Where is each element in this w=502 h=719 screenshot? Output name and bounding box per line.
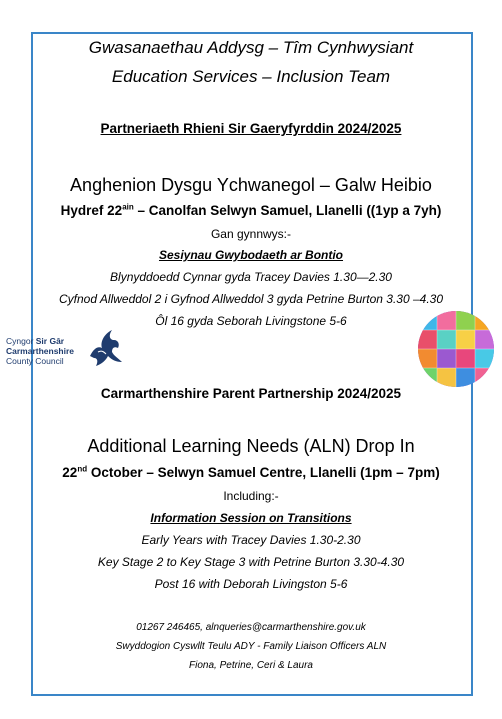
contact-details: 01267 246465, alnqueries@carmarthenshire.gov.uk: [136, 622, 366, 633]
english-session-item: Post 16 with Deborah Livingston 5-6: [154, 577, 348, 591]
english-session-item: Early Years with Tracey Davies 1.30-2.30: [141, 533, 361, 547]
welsh-session-heading: Sesiynau Gwybodaeth ar Bontio: [158, 248, 344, 262]
welsh-partnership-heading: Partneriaeth Rhieni Sir Gaeryfyrddin 2024/2025: [100, 121, 402, 136]
header-english: Education Services – Inclusion Team: [111, 67, 391, 86]
logo-line-carmarthenshire: Carmarthenshire: [6, 346, 75, 356]
english-session-heading: Information Session on Transitions: [150, 511, 352, 525]
english-partnership-heading: Carmarthenshire Parent Partnership 2024/2025: [100, 386, 402, 401]
logo-line-county-council: County Council: [6, 356, 64, 366]
welsh-session-item: Blynyddoedd Cynnar gyda Tracey Davies 1.30—2.30: [110, 270, 392, 284]
english-event-title: Additional Learning Needs (ALN) Drop In: [87, 436, 415, 456]
dragon-icon: [84, 326, 124, 370]
welsh-session-item: Ôl 16 gyda Seborah Livingstone 5-6: [155, 314, 347, 328]
council-logo: [2, 326, 124, 372]
liaison-officers: Swyddogion Cyswllt Teulu ADY - Family Liaison Officers ALN: [115, 641, 387, 652]
welsh-session-item: Cyfnod Allweddol 2 i Gyfnod Allweddol 3 gyda Petrine Burton 3.30 –4.30: [58, 292, 444, 306]
header-welsh: Gwasanaethau Addysg – Tîm Cynhwysiant: [88, 38, 414, 57]
logo-line-welsh: Cyngor Sir Gâr: [6, 336, 65, 346]
welsh-event-title: Anghenion Dysgu Ychwanegol – Galw Heibio: [70, 175, 432, 195]
english-session-item: Key Stage 2 to Key Stage 3 with Petrine Burton 3.30-4.30: [97, 555, 405, 569]
english-including-label: Including:-: [223, 489, 279, 503]
welsh-including-label: Gan gynnwys:-: [210, 227, 292, 241]
puzzle-pieces-image: [418, 311, 494, 387]
english-event-date: 22nd October – Selwyn Samuel Centre, Llanelli (1pm – 7pm): [62, 464, 440, 480]
welsh-event-date: Hydref $22^{ain}$ – Canolfan Selwyn Samuel, Llanelli ((1yp a 7yh): [60, 202, 442, 218]
officer-names: Fiona, Petrine, Ceri & Laura: [189, 660, 313, 671]
